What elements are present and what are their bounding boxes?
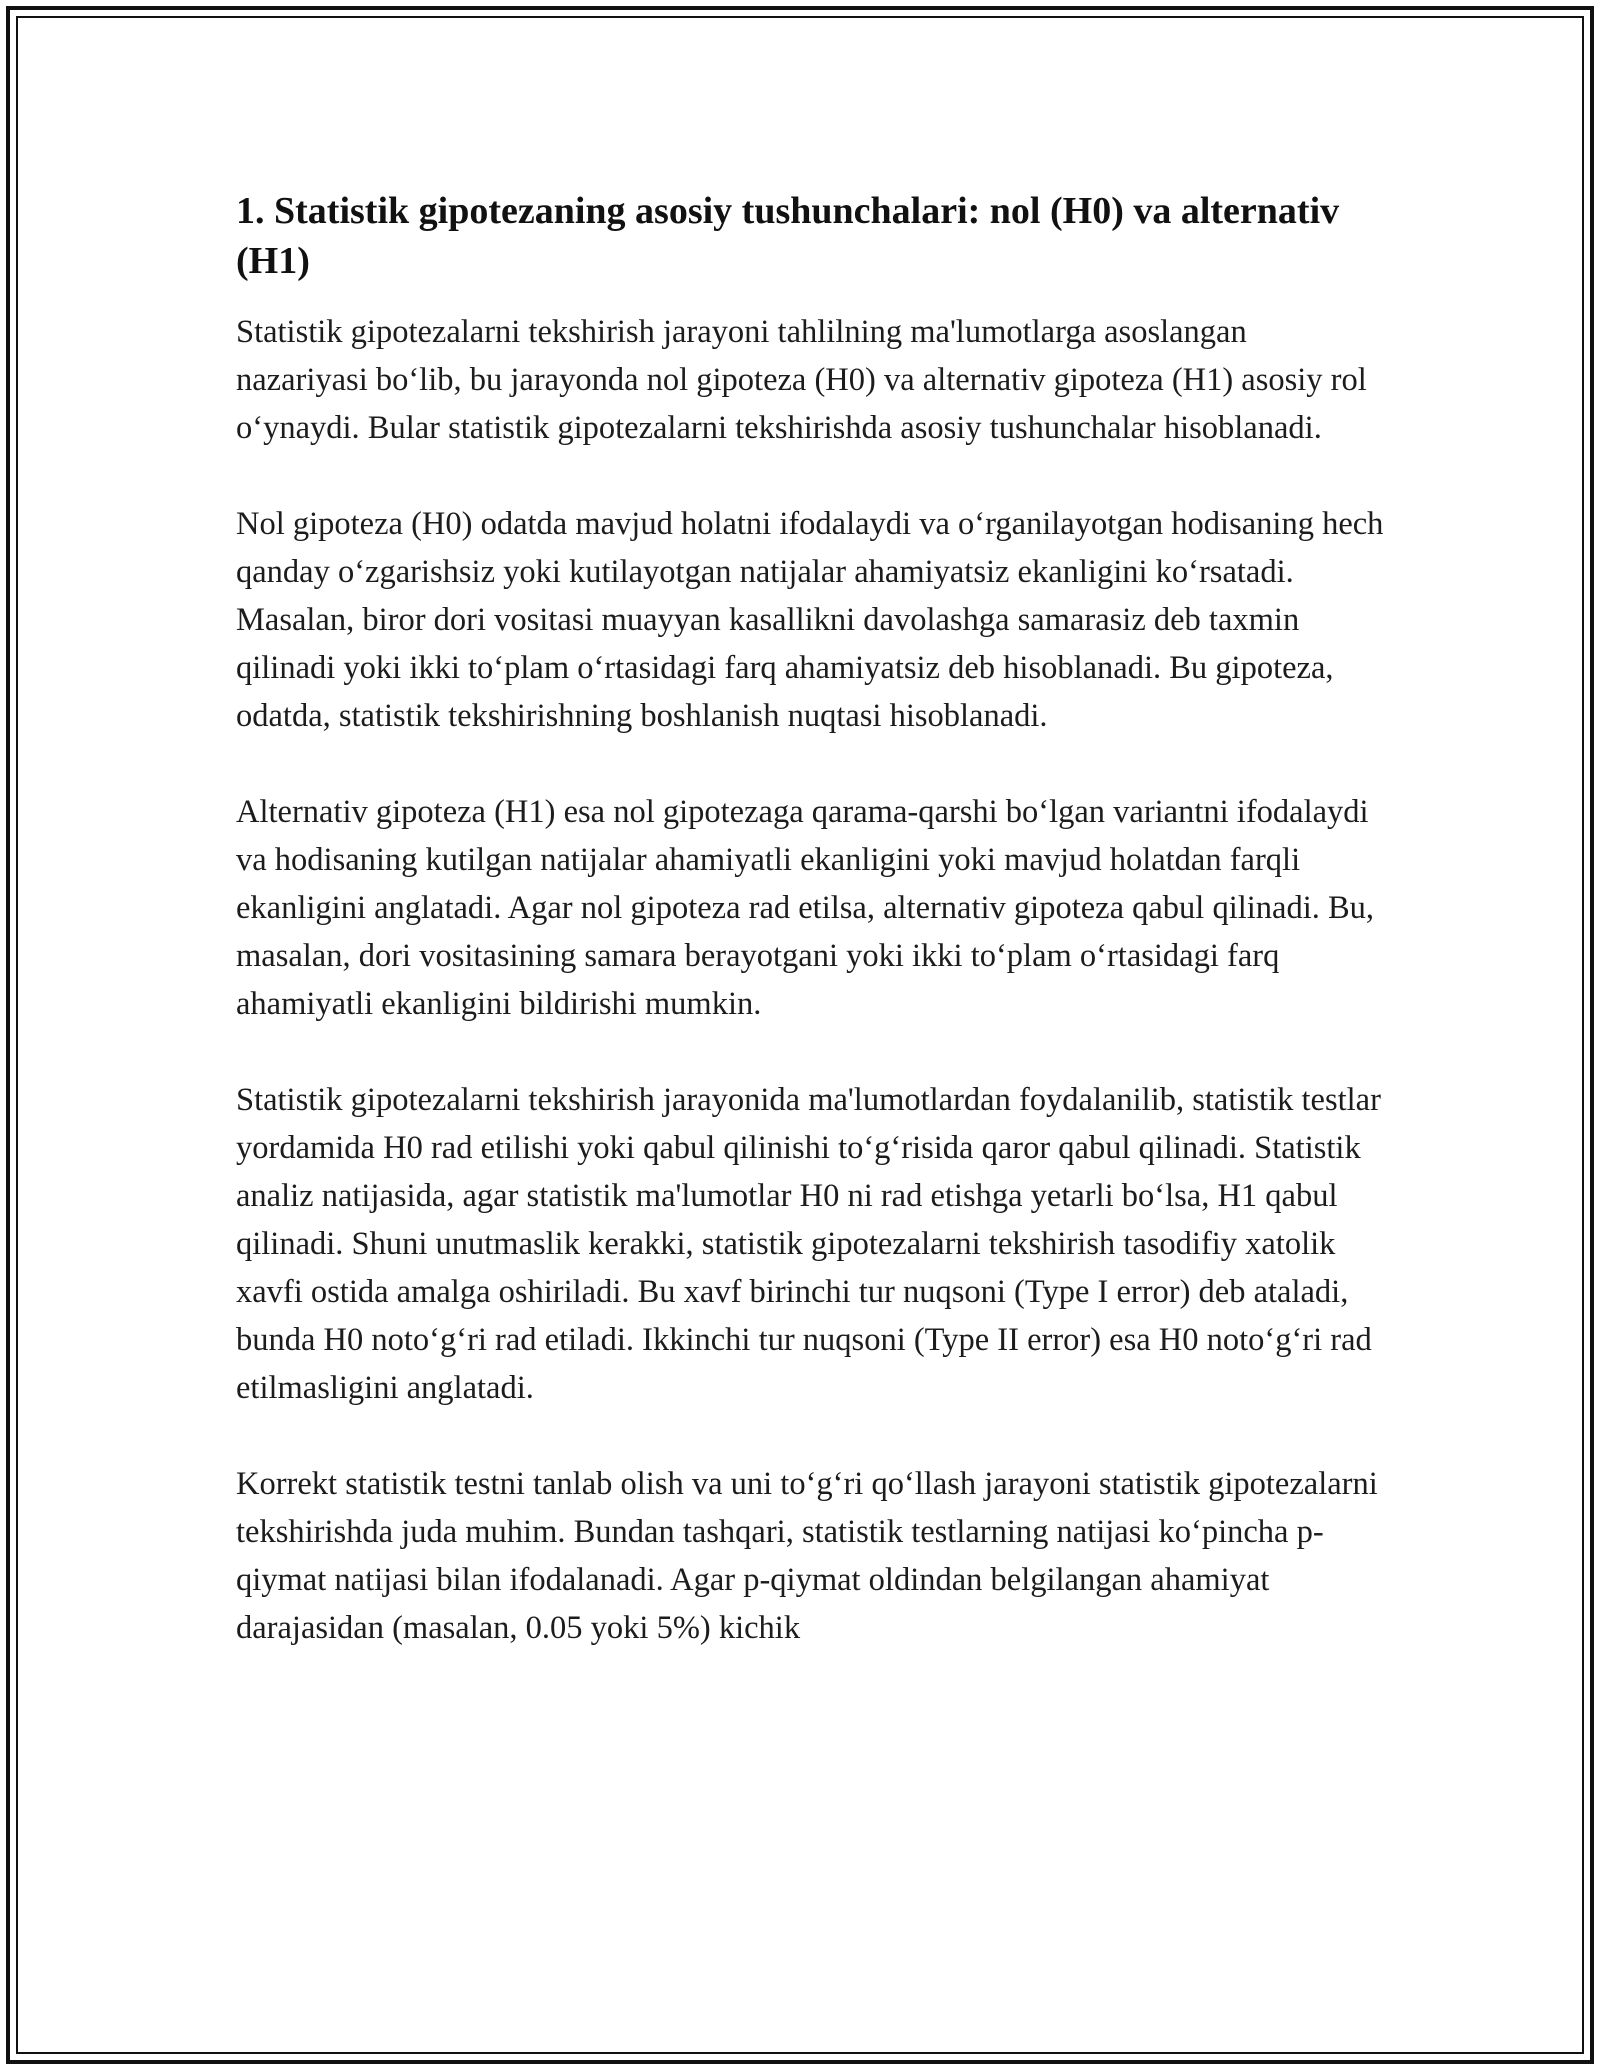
paragraph-null-hypothesis: Nol gipoteza (H0) odatda mavjud holatni ifodalaydi va o‘rganilayotgan hodisaning hech qanday o‘zgarishsiz yoki kutilayotgan natijalar ahamiyatsiz ekanligini ko‘rsatadi. Masalan, biror dori vositasi muayyan kasallikni davolashga samarasiz deb taxmin qilinadi yoki ikki to‘plam o‘rtasidagi farq ahamiyatsiz deb hisoblanadi. Bu gipoteza, odatda, statistik tekshirishning boshlanish nuqtasi hisoblanadi. [236,506,1384,734]
document-body [236,186,1386,1700]
paragraph-testing-errors: Statistik gipotezalarni tekshirish jarayonida ma'lumotlardan foydalanilib, statistik testlar yordamida H0 rad etilishi yoki qabul qilinishi to‘g‘risida qaror qabul qilinadi. Statistik analiz natijasida, agar statistik ma'lumotlar H0 ni rad etishga yetarli bo‘lsa, H1 qabul qilinadi. Shuni unutmaslik kerakki, statistik gipotezalarni tekshirish tasodifiy xatolik xavfi ostida amalga oshiriladi. Bu xavf birinchi tur nuqsoni (Type I error) deb ataladi, bunda H0 noto‘g‘ri rad etiladi. Ikkinchi tur nuqsoni (Type II error) esa H0 noto‘g‘ri rad etilmasligini anglatadi. [236,1082,1381,1406]
section-heading: 1. Statistik gipotezaning asosiy tushunchalari: nol (H0) va alternativ (H1) [236,190,1340,282]
paragraph-alternative-hypothesis: Alternativ gipoteza (H1) esa nol gipotezaga qarama-qarshi bo‘lgan variantni ifodalaydi va hodisaning kutilgan natijalar ahamiyatli ekanligini yoki mavjud holatdan farqli ekanligini anglatadi. Agar nol gipoteza rad etilsa, alternativ gipoteza qabul qilinadi. Bu, masalan, dori vositasining samara berayotgani yoki ikki to‘plam o‘rtasidagi farq ahamiyatli ekanligini bildirishi mumkin. [236,794,1375,1022]
paragraph-intro: Statistik gipotezalarni tekshirish jarayoni tahlilning ma'lumotlarga asoslangan nazariyasi bo‘lib, bu jarayonda nol gipoteza (H0) va alternativ gipoteza (H1) asosiy rol o‘ynaydi. Bular statistik gipotezalarni tekshirishda asosiy tushunchalar hisoblanadi. [236,314,1367,446]
paragraph-test-selection: Korrekt statistik testni tanlab olish va uni to‘g‘ri qo‘llash jarayoni statistik gipotezalarni tekshirishda juda muhim. Bundan tashqari, statistik testlarning natijasi ko‘pincha p-qiymat natijasi bilan ifodalanadi. Agar p-qiymat oldindan belgilangan ahamiyat darajasidan (masalan, 0.05 yoki 5%) kichik [236,1466,1378,1646]
